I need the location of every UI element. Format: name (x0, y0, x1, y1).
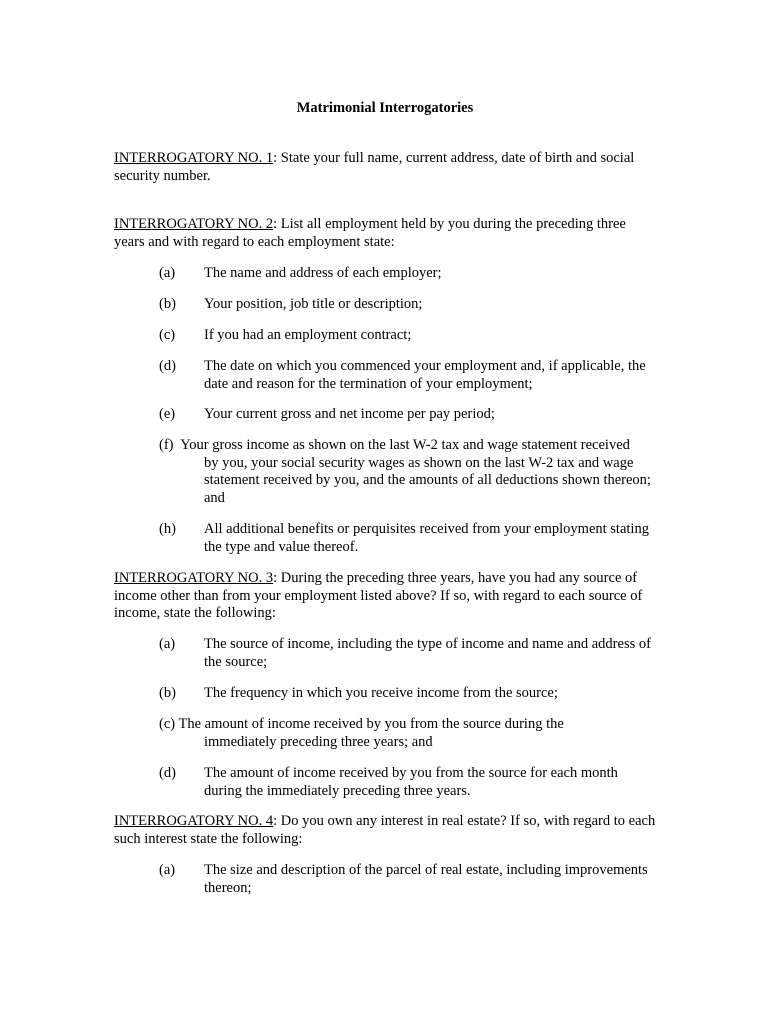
interrogatory-3-item-b (159, 685, 659, 703)
item-label: (f) (159, 437, 174, 453)
item-text: The source of income, including the type of income and name and address of the source; (204, 636, 651, 670)
item-label: (d) (159, 765, 176, 781)
document-title: Matrimonial Interrogatories (296, 100, 474, 116)
item-text: The date on which you commenced your employment and, if applicable, the date and reason for the termination of your employment; (204, 358, 646, 392)
interrogatory-2-text: : List all employment held by you during the preceding three years and with regard to each employment state: (114, 216, 626, 250)
interrogatory-2 (114, 216, 659, 251)
interrogatory-2-item-b (159, 296, 659, 314)
item-label: (c) (159, 716, 176, 732)
item-text: Your gross income as shown on the last W-2 tax and wage statement received (180, 437, 630, 453)
item-text: The amount of income received by you from the source during the (178, 716, 564, 732)
interrogatory-2-item-e (159, 406, 659, 424)
item-text-continued: by you, your social security wages as shown on the last W-2 tax and wage statement received by you, and the amounts of all deductions shown thereon; and (204, 454, 651, 506)
interrogatory-4-label: INTERROGATORY NO. 4 (114, 813, 274, 829)
interrogatory-4-text: : Do you own any interest in real estate? If so, with regard to each such interest state the following: (114, 813, 656, 847)
item-text-continued: immediately preceding three years; and (204, 733, 433, 750)
item-label: (a) (159, 862, 176, 878)
interrogatory-1-label: INTERROGATORY NO. 1 (114, 150, 274, 166)
item-label: (a) (159, 636, 176, 652)
interrogatory-3-item-c (159, 716, 659, 751)
item-label: (b) (159, 296, 176, 312)
interrogatory-2-item-f (159, 437, 659, 507)
item-text: Your position, job title or description; (204, 296, 423, 312)
item-text: The frequency in which you receive income from the source; (204, 685, 558, 701)
interrogatory-4-item-a (159, 862, 659, 897)
interrogatory-3 (114, 570, 659, 623)
item-text: If you had an employment contract; (204, 327, 412, 343)
interrogatory-1 (114, 150, 659, 185)
item-text-first-line (159, 716, 659, 734)
interrogatory-3-text: : During the preceding three years, have you had any source of income other than from your employment listed above? If so, with regard to each source of income, state the following: (114, 570, 643, 621)
interrogatory-2-label: INTERROGATORY NO. 2 (114, 216, 274, 232)
interrogatory-3-label: INTERROGATORY NO. 3 (114, 570, 274, 586)
interrogatory-2-item-a (159, 265, 659, 283)
interrogatory-2-item-d (159, 358, 659, 393)
item-text: All additional benefits or perquisites received from your employment stating the type and value thereof. (204, 521, 649, 555)
item-text: The size and description of the parcel of real estate, including improvements thereon; (204, 862, 648, 896)
interrogatory-3-item-d (159, 765, 659, 800)
item-label: (e) (159, 406, 176, 422)
item-label: (c) (159, 327, 176, 343)
item-text-first-line (159, 437, 659, 455)
item-label: (h) (159, 521, 176, 537)
item-text: The amount of income received by you from the source for each month during the immediately preceding three years. (204, 765, 618, 799)
item-text: The name and address of each employer; (204, 265, 442, 281)
item-text: Your current gross and net income per pay period; (204, 406, 495, 422)
interrogatory-2-item-h (159, 521, 659, 556)
interrogatory-1-text: : State your full name, current address, date of birth and social security number. (114, 150, 635, 184)
interrogatory-3-item-a (159, 636, 659, 671)
item-label: (a) (159, 265, 176, 281)
item-label: (d) (159, 358, 176, 374)
item-label: (b) (159, 685, 176, 701)
interrogatory-4 (114, 813, 659, 848)
interrogatory-2-item-c (159, 327, 659, 345)
